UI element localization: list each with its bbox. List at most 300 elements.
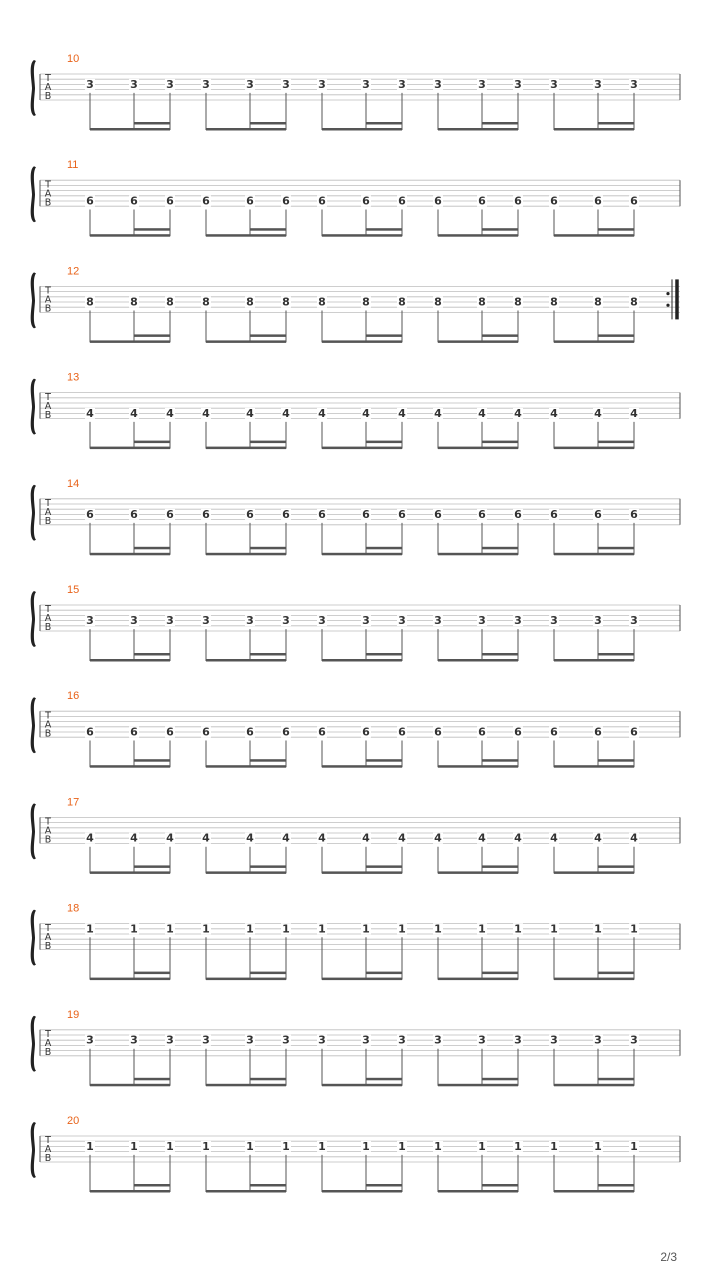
system-brace: [31, 485, 36, 541]
eighth-beam: [554, 340, 634, 343]
fret-number: 8: [514, 295, 522, 309]
eighth-beam: [206, 978, 286, 981]
fret-number: 4: [478, 831, 486, 845]
eighth-beam: [438, 659, 518, 662]
eighth-beam: [438, 978, 518, 981]
sixteenth-beam: [482, 228, 518, 231]
tab-system: [31, 1115, 680, 1193]
fret-number: 3: [362, 1033, 370, 1047]
tab-system: [31, 796, 680, 874]
fret-number: 1: [86, 1139, 94, 1153]
sixteenth-beam: [598, 1184, 634, 1187]
fret-number: 1: [318, 922, 326, 936]
fret-number: 1: [166, 922, 174, 936]
fret-number: 6: [282, 725, 290, 739]
eighth-beam: [90, 659, 170, 662]
fret-number: 6: [130, 507, 138, 521]
fret-number: 8: [478, 295, 486, 309]
eighth-beam: [206, 234, 286, 237]
repeat-dot: [666, 304, 669, 307]
fret-number: 8: [166, 295, 174, 309]
fret-number: 8: [86, 295, 94, 309]
tab-clef-letter: T: [45, 285, 51, 297]
system-brace: [31, 910, 36, 966]
eighth-beam: [206, 1190, 286, 1193]
fret-number: 4: [86, 831, 94, 845]
fret-number: 3: [630, 614, 638, 628]
fret-number: 6: [86, 194, 94, 208]
fret-number: 4: [434, 831, 442, 845]
fret-number: 1: [166, 1139, 174, 1153]
tab-clef-letter: A: [44, 825, 52, 837]
eighth-beam: [554, 128, 634, 131]
measure-number: 16: [67, 690, 80, 703]
eighth-beam: [554, 978, 634, 981]
eighth-beam: [438, 871, 518, 874]
fret-number: 4: [550, 406, 558, 420]
eighth-beam: [438, 1084, 518, 1087]
sixteenth-beam: [134, 441, 170, 444]
sixteenth-beam: [250, 759, 286, 762]
eighth-beam: [90, 234, 170, 237]
fret-number: 6: [398, 507, 406, 521]
fret-number: 1: [130, 922, 138, 936]
tab-clef-letter: B: [44, 409, 52, 421]
sixteenth-beam: [598, 865, 634, 868]
fret-number: 4: [362, 831, 370, 845]
fret-number: 6: [550, 725, 558, 739]
sixteenth-beam: [134, 228, 170, 231]
repeat-dot: [666, 292, 669, 295]
fret-number: 1: [202, 1139, 210, 1153]
fret-number: 1: [550, 922, 558, 936]
sixteenth-beam: [366, 441, 402, 444]
system-brace: [31, 166, 36, 222]
sixteenth-beam: [366, 865, 402, 868]
fret-number: 4: [594, 831, 602, 845]
tab-clef-letter: T: [45, 1029, 51, 1040]
fret-number: 4: [630, 831, 638, 845]
eighth-beam: [554, 234, 634, 237]
eighth-beam: [206, 765, 286, 768]
fret-number: 6: [202, 194, 210, 208]
eighth-beam: [438, 447, 518, 450]
fret-number: 1: [630, 922, 638, 936]
sixteenth-beam: [134, 547, 170, 550]
fret-number: 6: [362, 725, 370, 739]
fret-number: 6: [594, 194, 602, 208]
eighth-beam: [554, 765, 634, 768]
tab-clef-letter: A: [44, 82, 52, 94]
fret-number: 3: [282, 614, 290, 628]
eighth-beam: [322, 340, 402, 343]
fret-number: 6: [166, 507, 174, 521]
measure-number: 19: [67, 1008, 80, 1021]
fret-number: 3: [282, 77, 290, 91]
eighth-beam: [90, 447, 170, 450]
tab-clef-letter: B: [44, 728, 52, 740]
eighth-beam: [322, 978, 402, 981]
fret-number: 1: [362, 922, 370, 936]
fret-number: 4: [246, 831, 254, 845]
fret-number: 3: [594, 77, 602, 91]
fret-number: 6: [514, 725, 522, 739]
fret-number: 3: [434, 1033, 442, 1047]
eighth-beam: [438, 1190, 518, 1193]
fret-number: 6: [478, 507, 486, 521]
fret-number: 6: [166, 194, 174, 208]
fret-number: 1: [630, 1139, 638, 1153]
fret-number: 1: [594, 1139, 602, 1153]
fret-number: 6: [130, 725, 138, 739]
eighth-beam: [554, 447, 634, 450]
sixteenth-beam: [598, 547, 634, 550]
tab-clef-letter: A: [44, 931, 52, 943]
sixteenth-beam: [482, 653, 518, 656]
sixteenth-beam: [482, 1078, 518, 1081]
tab-clef-letter: B: [44, 834, 52, 846]
fret-number: 3: [166, 614, 174, 628]
eighth-beam: [206, 447, 286, 450]
sixteenth-beam: [598, 759, 634, 762]
fret-number: 6: [434, 194, 442, 208]
fret-number: 3: [514, 1033, 522, 1047]
fret-number: 3: [246, 1033, 254, 1047]
fret-number: 4: [130, 406, 138, 420]
fret-number: 4: [434, 406, 442, 420]
fret-number: 1: [318, 1139, 326, 1153]
fret-number: 3: [282, 1033, 290, 1047]
page-number: 2/3: [660, 1250, 677, 1264]
system-brace: [31, 803, 36, 859]
fret-number: 1: [362, 1139, 370, 1153]
fret-number: 4: [514, 406, 522, 420]
eighth-beam: [438, 553, 518, 556]
eighth-beam: [206, 553, 286, 556]
fret-number: 3: [434, 614, 442, 628]
system-brace: [31, 591, 36, 647]
fret-number: 6: [130, 194, 138, 208]
tab-clef-letter: B: [44, 303, 52, 315]
fret-number: 1: [202, 922, 210, 936]
fret-number: 4: [282, 831, 290, 845]
fret-number: 4: [282, 406, 290, 420]
tab-system: [31, 690, 680, 768]
eighth-beam: [322, 234, 402, 237]
eighth-beam: [322, 765, 402, 768]
fret-number: 6: [398, 725, 406, 739]
tab-clef-letter: T: [45, 816, 51, 828]
fret-number: 3: [246, 614, 254, 628]
eighth-beam: [554, 1190, 634, 1193]
fret-number: 8: [594, 295, 602, 309]
fret-number: 6: [434, 507, 442, 521]
sixteenth-beam: [366, 1184, 402, 1187]
eighth-beam: [554, 871, 634, 874]
fret-number: 8: [398, 295, 406, 309]
fret-number: 6: [86, 507, 94, 521]
sixteenth-beam: [598, 334, 634, 337]
sixteenth-beam: [482, 122, 518, 125]
fret-number: 8: [630, 295, 638, 309]
sixteenth-beam: [482, 759, 518, 762]
eighth-beam: [438, 340, 518, 343]
sixteenth-beam: [134, 1078, 170, 1081]
fret-number: 3: [434, 77, 442, 91]
sixteenth-beam: [482, 547, 518, 550]
tab-clef-letter: B: [44, 1047, 52, 1058]
eighth-beam: [322, 553, 402, 556]
fret-number: 6: [362, 194, 370, 208]
fret-number: 3: [318, 614, 326, 628]
fret-number: 1: [86, 922, 94, 936]
tab-system: [31, 1009, 680, 1087]
sixteenth-beam: [598, 972, 634, 975]
fret-number: 1: [246, 922, 254, 936]
sixteenth-beam: [250, 122, 286, 125]
fret-number: 3: [594, 1033, 602, 1047]
fret-number: 3: [594, 614, 602, 628]
fret-number: 3: [478, 1033, 486, 1047]
eighth-beam: [90, 553, 170, 556]
measure-number: 15: [67, 584, 80, 596]
eighth-beam: [90, 1190, 170, 1193]
tab-system: [31, 584, 680, 662]
fret-number: 6: [630, 507, 638, 521]
sixteenth-beam: [250, 1078, 286, 1081]
fret-number: 6: [398, 194, 406, 208]
fret-number: 4: [318, 831, 326, 845]
fret-number: 3: [630, 1033, 638, 1047]
fret-number: 3: [130, 1033, 138, 1047]
fret-number: 3: [86, 614, 94, 628]
eighth-beam: [322, 447, 402, 450]
eighth-beam: [322, 871, 402, 874]
fret-number: 1: [130, 1139, 138, 1153]
fret-number: 4: [550, 831, 558, 845]
fret-number: 1: [398, 922, 406, 936]
fret-number: 6: [282, 507, 290, 521]
sixteenth-beam: [134, 972, 170, 975]
sixteenth-beam: [598, 228, 634, 231]
eighth-beam: [322, 128, 402, 131]
fret-number: 3: [398, 77, 406, 91]
sixteenth-beam: [598, 1078, 634, 1081]
tab-clef-letter: T: [45, 498, 51, 509]
fret-number: 3: [166, 77, 174, 91]
sixteenth-beam: [134, 122, 170, 125]
sixteenth-beam: [366, 972, 402, 975]
fret-number: 3: [202, 1033, 210, 1047]
eighth-beam: [90, 340, 170, 343]
fret-number: 6: [594, 725, 602, 739]
tab-clef-letter: A: [44, 1144, 52, 1156]
system-brace: [31, 1122, 36, 1178]
fret-number: 1: [434, 922, 442, 936]
tab-system: [31, 372, 680, 450]
eighth-beam: [322, 1084, 402, 1087]
tab-clef-letter: T: [45, 73, 51, 85]
fret-number: 1: [478, 922, 486, 936]
eighth-beam: [90, 128, 170, 131]
fret-number: 1: [282, 922, 290, 936]
measure-number: 18: [67, 902, 80, 915]
sixteenth-beam: [482, 865, 518, 868]
tab-clef-letter: B: [44, 91, 52, 103]
eighth-beam: [90, 871, 170, 874]
measure-number: 10: [67, 53, 80, 65]
fret-number: 4: [514, 831, 522, 845]
tab-clef-letter: T: [45, 179, 51, 191]
fret-number: 8: [202, 295, 210, 309]
fret-number: 3: [318, 77, 326, 91]
fret-number: 3: [318, 1033, 326, 1047]
sixteenth-beam: [134, 1184, 170, 1187]
sixteenth-beam: [134, 759, 170, 762]
fret-number: 3: [630, 77, 638, 91]
measure-number: 17: [67, 796, 80, 809]
fret-number: 6: [282, 194, 290, 208]
fret-number: 4: [318, 406, 326, 420]
measure-number: 14: [67, 477, 80, 490]
fret-number: 4: [594, 406, 602, 420]
fret-number: 3: [202, 614, 210, 628]
measure-number: 11: [67, 159, 79, 172]
fret-number: 1: [514, 922, 522, 936]
sixteenth-beam: [250, 653, 286, 656]
sixteenth-beam: [250, 972, 286, 975]
system-brace: [31, 1016, 36, 1072]
tab-clef-letter: T: [45, 604, 51, 616]
fret-number: 3: [550, 77, 558, 91]
sixteenth-beam: [250, 228, 286, 231]
fret-number: 6: [478, 725, 486, 739]
fret-number: 8: [550, 295, 558, 309]
sixteenth-beam: [482, 334, 518, 337]
fret-number: 4: [202, 831, 210, 845]
measure-number: 13: [67, 371, 80, 384]
eighth-beam: [554, 553, 634, 556]
sixteenth-beam: [598, 122, 634, 125]
eighth-beam: [90, 765, 170, 768]
fret-number: 8: [318, 295, 326, 309]
eighth-beam: [438, 234, 518, 237]
tab-system: [31, 159, 680, 237]
fret-number: 6: [202, 725, 210, 739]
tab-clef-letter: A: [44, 507, 52, 518]
eighth-beam: [90, 978, 170, 981]
fret-number: 8: [130, 295, 138, 309]
sixteenth-beam: [250, 1184, 286, 1187]
tab-clef-letter: B: [44, 516, 52, 527]
fret-number: 3: [550, 614, 558, 628]
sixteenth-beam: [366, 653, 402, 656]
tab-system: [31, 478, 680, 556]
fret-number: 4: [202, 406, 210, 420]
fret-number: 3: [86, 77, 94, 91]
fret-number: 4: [166, 831, 174, 845]
tab-system: [31, 903, 680, 981]
eighth-beam: [206, 659, 286, 662]
fret-number: 3: [166, 1033, 174, 1047]
fret-number: 3: [130, 614, 138, 628]
sixteenth-beam: [482, 1184, 518, 1187]
system-brace: [31, 379, 36, 435]
eighth-beam: [90, 1084, 170, 1087]
sixteenth-beam: [598, 441, 634, 444]
eighth-beam: [554, 1084, 634, 1087]
tab-clef-letter: A: [44, 719, 52, 731]
tab-system: [31, 53, 680, 131]
eighth-beam: [554, 659, 634, 662]
fret-number: 4: [166, 406, 174, 420]
fret-number: 3: [514, 614, 522, 628]
tab-clef-letter: A: [44, 400, 52, 412]
sixteenth-beam: [250, 441, 286, 444]
fret-number: 6: [550, 194, 558, 208]
tab-clef-letter: A: [44, 613, 52, 625]
fret-number: 3: [130, 77, 138, 91]
eighth-beam: [322, 659, 402, 662]
tab-clef-letter: T: [45, 1135, 51, 1147]
sixteenth-beam: [250, 547, 286, 550]
tab-clef-letter: B: [44, 940, 52, 952]
fret-number: 6: [166, 725, 174, 739]
fret-number: 6: [630, 725, 638, 739]
fret-number: 6: [550, 507, 558, 521]
fret-number: 1: [398, 1139, 406, 1153]
fret-number: 4: [246, 406, 254, 420]
fret-number: 4: [362, 406, 370, 420]
eighth-beam: [206, 1084, 286, 1087]
eighth-beam: [438, 128, 518, 131]
fret-number: 1: [514, 1139, 522, 1153]
sixteenth-beam: [598, 653, 634, 656]
fret-number: 6: [318, 507, 326, 521]
eighth-beam: [206, 128, 286, 131]
fret-number: 3: [514, 77, 522, 91]
sixteenth-beam: [366, 122, 402, 125]
fret-number: 4: [86, 406, 94, 420]
fret-number: 4: [478, 406, 486, 420]
system-brace: [31, 60, 36, 116]
tab-clef-letter: T: [45, 922, 51, 934]
fret-number: 3: [202, 77, 210, 91]
sixteenth-beam: [134, 865, 170, 868]
sixteenth-beam: [482, 441, 518, 444]
fret-number: 6: [514, 194, 522, 208]
sixteenth-beam: [482, 972, 518, 975]
fret-number: 3: [362, 614, 370, 628]
system-brace: [31, 697, 36, 753]
fret-number: 1: [594, 922, 602, 936]
fret-number: 8: [362, 295, 370, 309]
fret-number: 3: [362, 77, 370, 91]
fret-number: 3: [398, 614, 406, 628]
fret-number: 6: [318, 725, 326, 739]
fret-number: 6: [318, 194, 326, 208]
tab-clef-letter: B: [44, 197, 52, 209]
fret-number: 8: [246, 295, 254, 309]
sixteenth-beam: [366, 1078, 402, 1081]
fret-number: 6: [246, 507, 254, 521]
fret-number: 3: [550, 1033, 558, 1047]
fret-number: 3: [86, 1033, 94, 1047]
sixteenth-beam: [366, 228, 402, 231]
tab-clef-letter: T: [45, 710, 51, 722]
tab-clef-letter: T: [45, 391, 51, 403]
sixteenth-beam: [366, 547, 402, 550]
